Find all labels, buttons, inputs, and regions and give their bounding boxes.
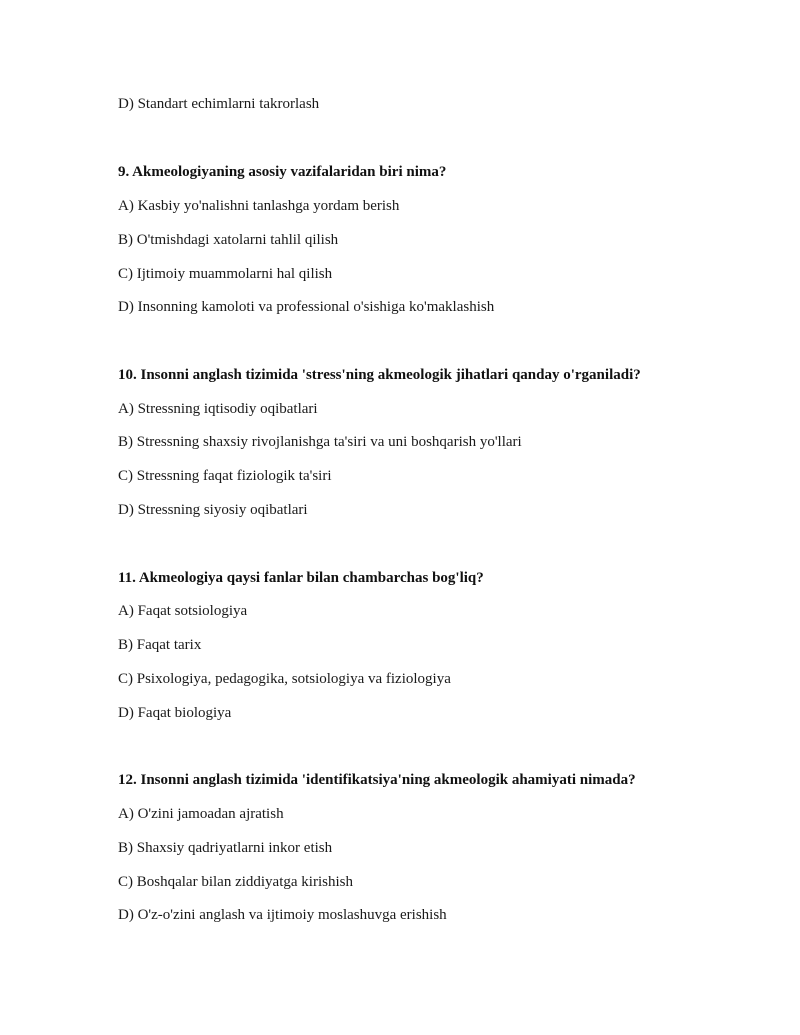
question-10-option-a: A) Stressning iqtisodiy oqibatlari bbox=[118, 401, 318, 417]
question-12-option-c: C) Boshqalar bilan ziddiyatga kirishish bbox=[118, 874, 353, 890]
question-10-option-d: D) Stressning siyosiy oqibatlari bbox=[118, 502, 308, 518]
question-9-text: 9. Akmeologiyaning asosiy vazifalaridan biri nima? bbox=[118, 164, 447, 180]
question-11-option-d: D) Faqat biologiya bbox=[118, 705, 232, 721]
question-11-option-b: B) Faqat tarix bbox=[118, 637, 202, 653]
question-10-option-b: B) Stressning shaxsiy rivojlanishga ta'siri va uni boshqarish yo'llari bbox=[118, 434, 522, 450]
question-9-option-c: C) Ijtimoiy muammolarni hal qilish bbox=[118, 266, 333, 282]
question-9-option-d: D) Insonning kamoloti va professional o'sishiga ko'maklashish bbox=[118, 299, 495, 315]
question-11-text: 11. Akmeologiya qaysi fanlar bilan chambarchas bog'liq? bbox=[118, 570, 484, 586]
question-9-option-b: B) O'tmishdagi xatolarni tahlil qilish bbox=[118, 232, 339, 248]
question-10-text: 10. Insonni anglash tizimida 'stress'ning akmeologik jihatlari qanday o'rganiladi? bbox=[118, 367, 641, 383]
question-12-text: 12. Insonni anglash tizimida 'identifikatsiya'ning akmeologik ahamiyati nimada? bbox=[118, 772, 636, 788]
question-12-option-d: D) O'z-o'zini anglash va ijtimoiy moslashuvga erishish bbox=[118, 907, 447, 923]
question-12-option-a: A) O'zini jamoadan ajratish bbox=[118, 806, 284, 822]
question-9-option-a: A) Kasbiy yo'nalishni tanlashga yordam berish bbox=[118, 198, 400, 214]
question-11-option-c: C) Psixologiya, pedagogika, sotsiologiya va fiziologiya bbox=[118, 671, 451, 687]
question-10-option-c: C) Stressning faqat fiziologik ta'siri bbox=[118, 468, 332, 484]
leading-option: D) Standart echimlarni takrorlash bbox=[118, 96, 320, 112]
question-11-option-a: A) Faqat sotsiologiya bbox=[118, 603, 248, 619]
question-12-option-b: B) Shaxsiy qadriyatlarni inkor etish bbox=[118, 840, 333, 856]
